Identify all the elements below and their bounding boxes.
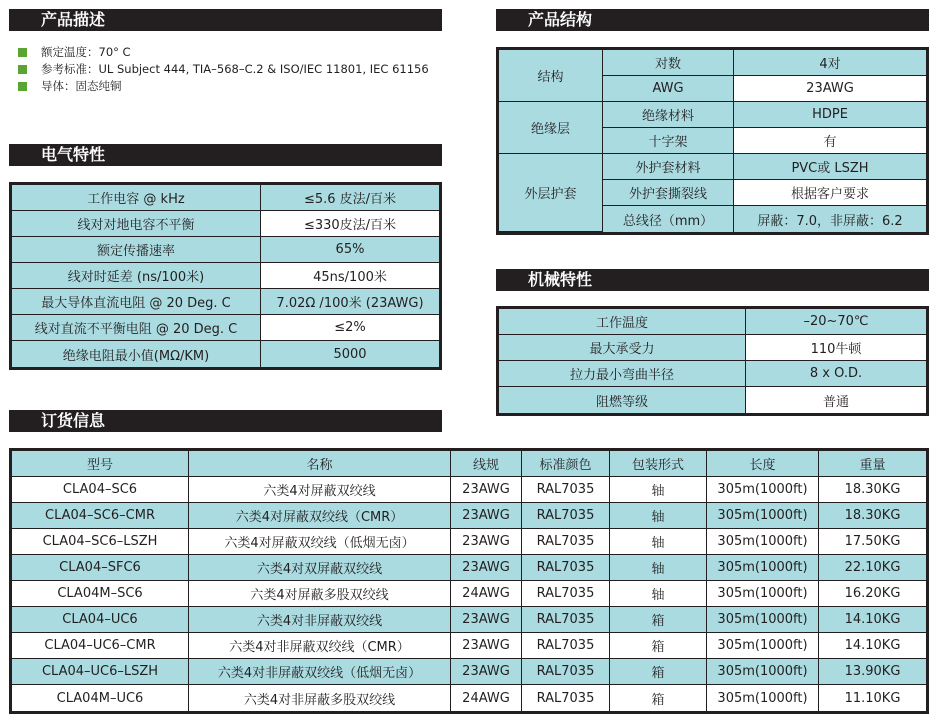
- table-cell: RAL7035: [522, 581, 610, 607]
- table-cell: 305m(1000ft): [707, 685, 819, 711]
- bullet-square-icon: [18, 65, 27, 74]
- table-cell: 305m(1000ft): [707, 503, 819, 529]
- table-cell: 总线径（mm）: [603, 206, 734, 232]
- table-cell: 305m(1000ft): [707, 659, 819, 685]
- table-cell: 最大导体直流电阻 @ 20 Deg. C: [12, 289, 261, 315]
- table-cell: 23AWG: [451, 659, 522, 685]
- table-cell: PVC或 LSZH: [734, 154, 926, 180]
- table-row: [12, 211, 439, 237]
- table-row: [12, 685, 926, 711]
- table-cell: 六类4对屏蔽双绞线（CMR）: [189, 503, 451, 529]
- table-cell: 45ns/100米: [261, 263, 439, 289]
- table-cell: 六类4对屏蔽双绞线（低烟无卤）: [189, 529, 451, 555]
- table-cell: 六类4对非屏蔽双绞线（低烟无卤）: [189, 659, 451, 685]
- table-cell: 线对对地电容不平衡: [12, 211, 261, 237]
- table-cell: 额定传播速率: [12, 237, 261, 263]
- table-row: [12, 529, 926, 555]
- table-cell: 17.50KG: [819, 529, 926, 555]
- section-title-mechanical: 机械特性: [496, 269, 929, 291]
- table-cell: 23AWG: [451, 633, 522, 659]
- table-row: [12, 555, 926, 581]
- table-row: [12, 607, 926, 633]
- table-row: [499, 50, 926, 76]
- table-cell: 六类4对屏蔽多股双绞线: [189, 581, 451, 607]
- table-cell: 绝缘材料: [603, 102, 734, 128]
- table-cell: 箱: [610, 633, 707, 659]
- table-row: [499, 154, 926, 180]
- table-cell: CLA04–SFC6: [12, 555, 189, 581]
- table-cell: CLA04–SC6–CMR: [12, 503, 189, 529]
- table-cell: 绝缘电阻最小值(MΩ/KM): [12, 341, 261, 367]
- table-cell: 23AWG: [451, 477, 522, 503]
- table-cell: 最大承受力: [499, 335, 746, 361]
- table-cell: 拉力最小弯曲半径: [499, 361, 746, 387]
- table-cell: 外护套撕裂线: [603, 180, 734, 206]
- table-cell: 十字架: [603, 128, 734, 154]
- table-cell: 轴: [610, 503, 707, 529]
- table-cell: RAL7035: [522, 503, 610, 529]
- table-cell: 六类4对非屏蔽双绞线: [189, 607, 451, 633]
- table-cell: 线对直流不平衡电阻 @ 20 Deg. C: [12, 315, 261, 341]
- table-cell: 65%: [261, 237, 439, 263]
- table-row: [12, 263, 439, 289]
- table-cell: 普通: [746, 387, 926, 413]
- column-header: 型号: [12, 451, 189, 477]
- electrical-table: [9, 182, 442, 370]
- section-title-ordering: 订货信息: [9, 410, 442, 432]
- table-cell: 轴: [610, 477, 707, 503]
- table-cell: RAL7035: [522, 685, 610, 711]
- table-cell: 14.10KG: [819, 607, 926, 633]
- table-cell: 六类4对非屏蔽多股双绞线: [189, 685, 451, 711]
- table-row: [499, 387, 926, 413]
- table-cell: 屏蔽：7.0，非屏蔽：6.2: [734, 206, 926, 232]
- table-cell: 六类4对双屏蔽双绞线: [189, 555, 451, 581]
- table-cell: 4对: [734, 50, 926, 76]
- table-cell: 305m(1000ft): [707, 477, 819, 503]
- list-item-text: 导体：固态纯铜: [41, 79, 122, 93]
- table-cell: 23AWG: [451, 503, 522, 529]
- column-header: 长度: [707, 451, 819, 477]
- table-cell: 8 x O.D.: [746, 361, 926, 387]
- table-row: [12, 315, 439, 341]
- table-cell: 13.90KG: [819, 659, 926, 685]
- table-cell: 有: [734, 128, 926, 154]
- table-cell: RAL7035: [522, 607, 610, 633]
- table-cell: HDPE: [734, 102, 926, 128]
- table-cell: 24AWG: [451, 581, 522, 607]
- table-row: [499, 335, 926, 361]
- table-row: [12, 477, 926, 503]
- mechanical-table: [496, 306, 929, 416]
- table-cell: CLA04M–SC6: [12, 581, 189, 607]
- table-cell: –20~70℃: [746, 309, 926, 335]
- column-header: 线规: [451, 451, 522, 477]
- table-cell: 7.02Ω /100米 (23AWG): [261, 289, 439, 315]
- section-title-product-description: 产品描述: [9, 9, 442, 31]
- table-cell: CLA04–SC6: [12, 477, 189, 503]
- list-item: [18, 44, 429, 61]
- table-cell: RAL7035: [522, 529, 610, 555]
- table-cell: 外护套材料: [603, 154, 734, 180]
- table-cell: ≤330皮法/百米: [261, 211, 439, 237]
- table-cell: 箱: [610, 685, 707, 711]
- table-cell: 22.10KG: [819, 555, 926, 581]
- table-cell: 轴: [610, 529, 707, 555]
- table-cell: AWG: [603, 76, 734, 102]
- table-cell: 305m(1000ft): [707, 607, 819, 633]
- table-cell: 轴: [610, 581, 707, 607]
- table-cell: ≤5.6 皮法/百米: [261, 185, 439, 211]
- table-cell: 六类4对屏蔽双绞线: [189, 477, 451, 503]
- table-row: [12, 289, 439, 315]
- table-cell: 305m(1000ft): [707, 633, 819, 659]
- table-row: [12, 633, 926, 659]
- table-cell: 六类4对非屏蔽双绞线（CMR）: [189, 633, 451, 659]
- table-cell: 23AWG: [451, 555, 522, 581]
- table-cell: 24AWG: [451, 685, 522, 711]
- table-cell: CLA04–SC6–LSZH: [12, 529, 189, 555]
- table-cell: 箱: [610, 659, 707, 685]
- table-cell: 5000: [261, 341, 439, 367]
- table-cell: 箱: [610, 607, 707, 633]
- table-cell: CLA04–UC6–LSZH: [12, 659, 189, 685]
- list-item: [18, 78, 429, 95]
- table-cell: 110牛顿: [746, 335, 926, 361]
- table-cell: 305m(1000ft): [707, 555, 819, 581]
- column-header: 标准颜色: [522, 451, 610, 477]
- table-row: [12, 659, 926, 685]
- table-cell: CLA04–UC6: [12, 607, 189, 633]
- table-cell: 11.10KG: [844, 690, 901, 706]
- group-cell: 绝缘层: [499, 102, 603, 154]
- bullet-square-icon: [18, 82, 27, 91]
- table-cell: 18.30KG: [819, 477, 926, 503]
- ordering-table: [9, 448, 929, 714]
- section-title-electrical: 电气特性: [9, 144, 442, 166]
- table-row: [12, 503, 926, 529]
- table-row: [499, 309, 926, 335]
- table-header-row: [12, 451, 926, 477]
- list-item: [18, 61, 429, 78]
- table-cell: 根据客户要求: [734, 180, 926, 206]
- column-header: 重量: [819, 451, 926, 477]
- table-cell: 18.30KG: [819, 503, 926, 529]
- group-cell: 结构: [499, 50, 603, 102]
- table-row: [12, 581, 926, 607]
- table-cell: RAL7035: [522, 633, 610, 659]
- structure-table: [496, 47, 929, 235]
- table-row: [499, 361, 926, 387]
- table-row: [12, 341, 439, 367]
- column-header: 名称: [189, 451, 451, 477]
- table-row: [12, 185, 439, 211]
- table-cell: 23AWG: [451, 529, 522, 555]
- table-cell: RAL7035: [522, 555, 610, 581]
- table-cell: CLA04M–UC6: [12, 685, 189, 711]
- table-cell: 线对时延差 (ns/100米): [12, 263, 261, 289]
- table-cell: 16.20KG: [819, 581, 926, 607]
- table-cell: 对数: [603, 50, 734, 76]
- table-cell: ≤2%: [261, 315, 439, 341]
- column-header: 包装形式: [610, 451, 707, 477]
- table-cell: 305m(1000ft): [707, 529, 819, 555]
- table-cell: 23AWG: [451, 607, 522, 633]
- list-item-text: 额定温度：70° C: [41, 45, 131, 59]
- table-cell: 阻燃等级: [499, 387, 746, 413]
- section-title-product-structure: 产品结构: [496, 9, 929, 31]
- table-row: [12, 237, 439, 263]
- table-cell: 工作温度: [499, 309, 746, 335]
- group-cell: 外层护套: [499, 154, 603, 232]
- table-cell: 305m(1000ft): [707, 581, 819, 607]
- table-row: [499, 102, 926, 128]
- list-item-text: 参考标准：UL Subject 444, TIA–568–C.2 & ISO/IEC 11801, IEC 61156: [41, 62, 429, 76]
- table-cell: RAL7035: [522, 659, 610, 685]
- table-cell: 轴: [610, 555, 707, 581]
- bullet-square-icon: [18, 48, 27, 57]
- table-cell: 23AWG: [734, 76, 926, 102]
- table-cell: CLA04–UC6–CMR: [12, 633, 189, 659]
- table-cell: RAL7035: [522, 477, 610, 503]
- table-cell: 14.10KG: [819, 633, 926, 659]
- table-cell: 工作电容 @ kHz: [12, 185, 261, 211]
- product-description-list: [18, 44, 429, 95]
